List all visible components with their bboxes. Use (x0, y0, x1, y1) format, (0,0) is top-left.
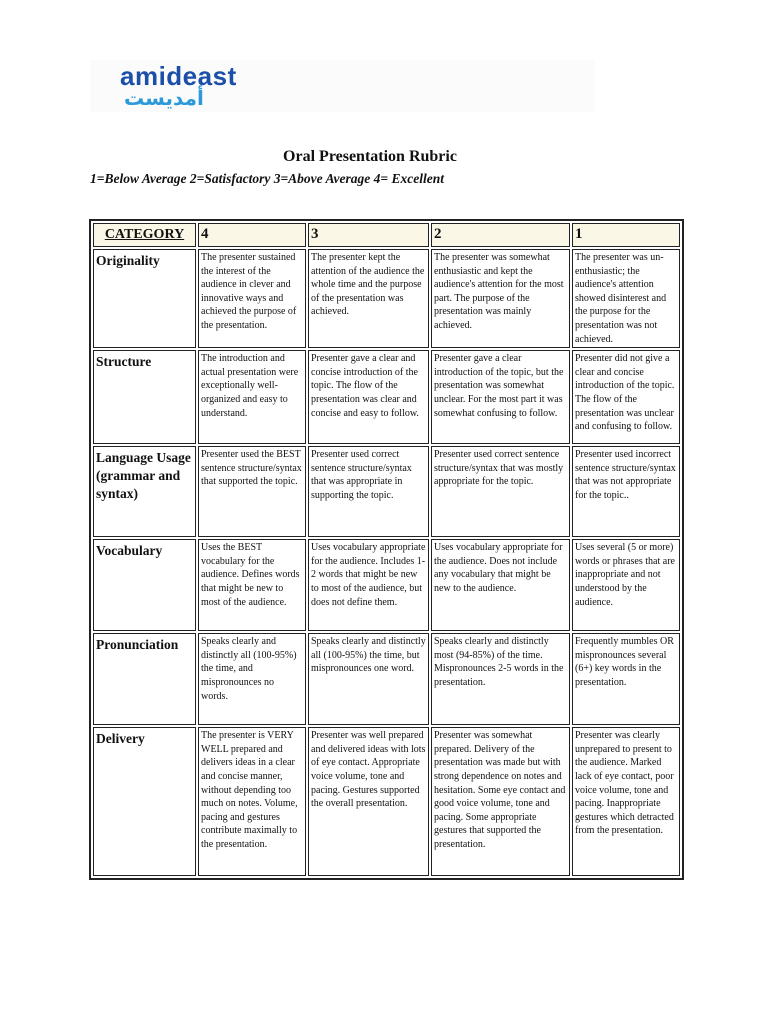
category-label: Pronunciation (93, 633, 196, 725)
category-label: Delivery (93, 727, 196, 876)
rubric-cell: Uses vocabulary appropriate for the audience. Does not include any vocabulary that might be new to the audience. (431, 539, 570, 631)
rubric-cell: Presenter did not give a clear and concise introduction of the topic. The flow of the presentation was unclear and confusing to follow. (572, 350, 680, 444)
rubric-cell: Presenter used correct sentence structure/syntax that was appropriate in supporting the topic. (308, 446, 429, 537)
rubric-cell: Uses the BEST vocabulary for the audience. Defines words that might be new to most of the audience. (198, 539, 306, 631)
rubric-cell: Speaks clearly and distinctly all (100-95%) the time, and mispronounces no words. (198, 633, 306, 725)
rubric-cell: Speaks clearly and distinctly most (94-85%) of the time. Mispronounces 2-5 words in the presentation. (431, 633, 570, 725)
rubric-cell: Uses several (5 or more) words or phrases that are inappropriate and not understood by the audience. (572, 539, 680, 631)
category-label: Originality (93, 249, 196, 348)
rubric-cell: Uses vocabulary appropriate for the audience. Includes 1-2 words that might be new to most of the audience, but does not define them. (308, 539, 429, 631)
rubric-header-row (93, 223, 680, 247)
category-label: Language Usage (grammar and syntax) (93, 446, 196, 537)
rubric-cell: The presenter was un-enthusiastic; the audience's attention showed disinterest and the purpose for the presentation was not achieved. (572, 249, 680, 348)
rubric-cell: The introduction and actual presentation were exceptionally well- organized and easy to understand. (198, 350, 306, 444)
rubric-cell: The presenter sustained the interest of the audience in clever and innovative ways and achieved the purpose of the presentation. (198, 249, 306, 348)
header-score-1: 1 (572, 223, 680, 247)
rubric-row-language-usage (93, 446, 680, 537)
document-title: Oral Presentation Rubric (283, 148, 457, 165)
rubric-cell: The presenter kept the attention of the audience the whole time and the purpose of the presentation was achieved. (308, 249, 429, 348)
rubric-cell: Presenter used the BEST sentence structure/syntax that supported the topic. (198, 446, 306, 537)
header-score-3: 3 (308, 223, 429, 247)
rubric-cell: Presenter gave a clear and concise introduction of the topic. The flow of the presentation was clear and concise and easy to follow. (308, 350, 429, 444)
category-label: Structure (93, 350, 196, 444)
rubric-cell: The presenter was somewhat enthusiastic and kept the audience's attention for the most part. The purpose of the presentation was mainly achieved. (431, 249, 570, 348)
rubric-cell: Speaks clearly and distinctly all (100-95%) the time, but mispronounces one word. (308, 633, 429, 725)
rubric-row-pronunciation (93, 633, 680, 725)
rubric-table (89, 219, 684, 880)
rubric-cell: The presenter is VERY WELL prepared and delivers ideas in a clear and concise manner, without depending too much on notes. Volume, pacing and gestures contribute maximally to the presentation. (198, 727, 306, 876)
header-score-2: 2 (431, 223, 570, 247)
rubric-cell: Presenter was somewhat prepared. Delivery of the presentation was made but with strong dependence on notes and hesitation. Some eye contact and good voice volume, tone and pacing. Some appropriate gestures that supported the presentation. (431, 727, 570, 876)
rubric-cell: Presenter gave a clear introduction of the topic, but the presentation was somewhat unclear. For the most part it was somewhat confusing to follow. (431, 350, 570, 444)
header-category: CATEGORY (93, 223, 196, 247)
category-label: Vocabulary (93, 539, 196, 631)
rubric-cell: Presenter was well prepared and delivered ideas with lots of eye contact. Appropriate voice volume, tone and pacing. Gestures supported the overall presentation. (308, 727, 429, 876)
rubric-cell: Presenter was clearly unprepared to present to the audience. Marked lack of eye contact, poor voice volume, tone and pacing. Inappropriate gestures which detracted from the presentation. (572, 727, 680, 876)
rubric-row-originality (93, 249, 680, 348)
rubric-row-vocabulary (93, 539, 680, 631)
rubric-cell: Frequently mumbles OR mispronounces several (6+) key words in the presentation. (572, 633, 680, 725)
rubric-row-structure (93, 350, 680, 444)
rubric-cell: Presenter used correct sentence structure/syntax that was mostly appropriate for the topic. (431, 446, 570, 537)
header-score-4: 4 (198, 223, 306, 247)
rubric-row-delivery (93, 727, 680, 876)
amideast-logo (90, 60, 595, 112)
rating-scale: 1=Below Average 2=Satisfactory 3=Above Average 4= Excellent (90, 171, 444, 186)
logo-english-wordmark: amideast (120, 61, 237, 91)
logo-arabic-wordmark: أمديست (124, 86, 204, 110)
rubric-cell: Presenter used incorrect sentence structure/syntax that was not appropriate for the topic.. (572, 446, 680, 537)
